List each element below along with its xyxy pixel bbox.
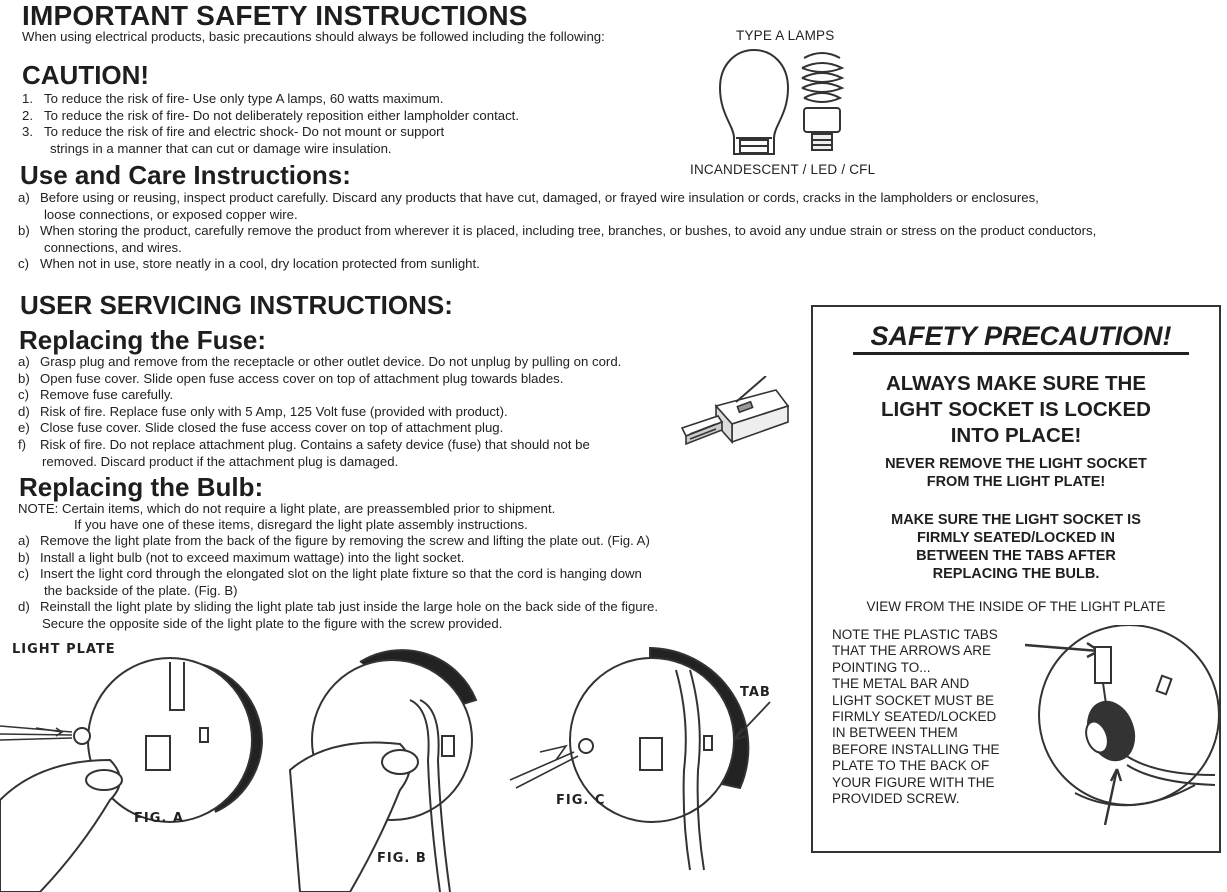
safety-view-caption: VIEW FROM THE INSIDE OF THE LIGHT PLATE <box>866 599 1166 614</box>
safety-line: BETWEEN THE TABS AFTER <box>916 548 1116 564</box>
safety-precaution-box <box>811 305 1221 853</box>
bulb-note-line2: If you have one of these items, disregard the light plate assembly instructions. <box>74 517 528 532</box>
incandescent-bulb-icon <box>720 50 788 154</box>
page-title: IMPORTANT SAFETY INSTRUCTIONS <box>22 0 528 31</box>
care-heading: Use and Care Instructions: <box>20 160 351 190</box>
safety-line: INTO PLACE! <box>950 424 1082 447</box>
safety-line: ALWAYS MAKE SURE THE <box>885 372 1147 395</box>
list-item: 3. To reduce the risk of fire and electric shock- Do not mount or support strings in a manner that can cut or damage wire insulation. <box>22 124 445 156</box>
list-item: b) Open fuse cover. Slide open fuse access cover on top of attachment plug towards blades. <box>18 370 564 386</box>
safety-title: SAFETY PRECAUTION! <box>853 321 1189 355</box>
safety-line: FROM THE LIGHT PLATE! <box>926 474 1106 490</box>
list-item: e) Close fuse cover. Slide closed the fuse access cover on top of attachment plug. <box>18 420 504 436</box>
list-item: f) Risk of fire. Do not replace attachment plug. Contains a safety device (fuse) that should not be removed. Discard product if the attachment plug is damaged. <box>18 436 590 469</box>
list-item: c) Remove fuse carefully. <box>18 387 174 403</box>
safety-line: LIGHT SOCKET IS LOCKED <box>881 398 1151 421</box>
tab-label: TAB <box>740 685 771 700</box>
list-item: d) Risk of fire. Replace fuse only with 5 Amp, 125 Volt fuse (provided with product). <box>18 403 508 419</box>
fig-a-plate <box>0 658 262 892</box>
safety-line: REPLACING THE BULB. <box>932 566 1100 582</box>
fuse-plug-illustration <box>676 376 792 460</box>
cfl-bulb-icon <box>802 53 842 150</box>
list-item: a) Before using or reusing, inspect product carefully. Discard any products that have cut, damaged, or frayed wire insulation or cords, cracks in the lampholders or enclosures, loose connections, or exposed copper wire. <box>18 190 1039 222</box>
list-item: b) Install a light bulb (not to exceed maximum wattage) into the light socket. <box>18 549 465 565</box>
safety-line: FIRMLY SEATED/LOCKED IN <box>917 530 1115 546</box>
caution-list <box>18 91 678 157</box>
safety-line: MAKE SURE THE LIGHT SOCKET IS <box>891 512 1141 528</box>
list-item: 1. To reduce the risk of fire- Use only type A lamps, 60 watts maximum. <box>22 91 444 106</box>
bulb-list <box>14 533 774 633</box>
page-subtitle: When using electrical products, basic precautions should always be followed including the following: <box>22 29 605 44</box>
lamps-label-top: TYPE A LAMPS <box>736 28 835 43</box>
lamps-label-bottom: INCANDESCENT / LED / CFL <box>690 162 876 177</box>
fuse-list <box>14 354 694 470</box>
list-item: d) Reinstall the light plate by sliding the light plate tab just inside the large hole on the back side of the figure. Secure the opposite side of the light plate to the figure with the screw provided. <box>18 599 659 631</box>
list-item: b) When storing the product, carefully remove the product from wherever it is placed, including tree, branches, or bushes, to avoid any undue strain or stress on the product conductors, connections, and wires. <box>18 223 1097 255</box>
safety-line: NEVER REMOVE THE LIGHT SOCKET <box>885 456 1147 472</box>
fig-c-label: FIG. C <box>556 793 606 808</box>
list-item: c) When not in use, store neatly in a cool, dry location protected from sunlight. <box>18 256 480 272</box>
list-item: c) Insert the light cord through the elongated slot on the light plate fixture so that the cord is hanging down the backside of the plate. (Fig. B) <box>18 566 642 598</box>
caution-heading: CAUTION! <box>22 60 150 90</box>
fig-a-label: FIG. A <box>134 811 184 826</box>
list-item: a) Grasp plug and remove from the receptacle or other outlet device. Do not unplug by pulling on cord. <box>18 354 622 369</box>
fig-c-plate <box>510 648 770 870</box>
socket-illustration <box>1025 625 1219 825</box>
safety-note: NOTE THE PLASTIC TABS THAT THE ARROWS ARE POINTING TO... THE METAL BAR AND LIGHT SOCKET MUST BE FIRMLY SEATED/LOCKED IN BETWEEN THEM BEFORE INSTALLING THE PLATE TO THE BACK OF YOUR FIGURE WITH THE PROVIDED SCREW. <box>832 627 1000 807</box>
bulb-note-line1: NOTE: Certain items, which do not require a light plate, are preassembled prior to shipment. <box>18 501 556 516</box>
fig-b-label: FIG. B <box>377 851 427 866</box>
light-plate-label: LIGHT PLATE <box>12 642 116 657</box>
servicing-heading: USER SERVICING INSTRUCTIONS: <box>20 290 453 320</box>
bulb-heading: Replacing the Bulb: <box>19 472 264 502</box>
list-item: a) Remove the light plate from the back of the figure by removing the screw and lifting the plate out. (Fig. A) <box>18 533 650 548</box>
care-list <box>14 190 1224 273</box>
fuse-heading: Replacing the Fuse: <box>19 325 267 355</box>
lamps-illustration <box>712 46 852 158</box>
list-item: 2. To reduce the risk of fire- Do not deliberately reposition either lampholder contact. <box>22 107 519 123</box>
